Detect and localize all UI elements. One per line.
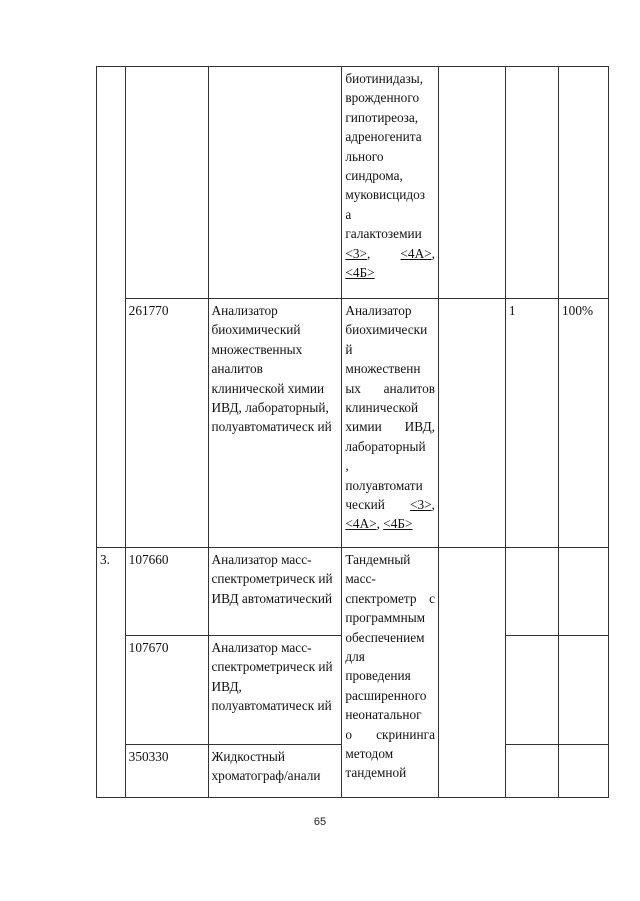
reference-link[interactable]: <4Б> <box>345 265 375 281</box>
cell-code: 107660 <box>125 548 208 636</box>
cell-code: 261770 <box>125 299 208 548</box>
cell-pct <box>559 745 609 798</box>
reference-link[interactable]: <3> <box>345 245 367 261</box>
desc-line: врожденного <box>345 90 420 106</box>
ref-separator: , <box>431 245 435 261</box>
desc-line: адреногенита <box>345 129 422 145</box>
cell-name: Анализатор масс-спектрометрическ ий ИВД, полуавтоматическ ий <box>208 636 342 745</box>
desc-line: обеспечением <box>345 629 425 645</box>
cell-qty: 1 <box>505 299 558 548</box>
desc-line: Тандемный <box>345 552 411 567</box>
desc-line: для <box>345 649 365 665</box>
desc-line: а <box>345 206 352 222</box>
desc-line: методом <box>345 746 394 762</box>
desc-line: муковисцидоз <box>345 187 426 203</box>
desc-line: биохимически <box>345 322 428 338</box>
desc-line: гипотиреоза, <box>345 109 419 125</box>
desc-line: ых аналитов <box>345 380 435 396</box>
cell-pct <box>559 67 609 299</box>
desc-line: программным <box>345 610 426 626</box>
reference-link[interactable]: <4А> <box>345 516 377 532</box>
desc-line: химии ИВД, <box>345 419 435 435</box>
desc-line: полуавтомати <box>345 477 423 493</box>
cell-code: 107670 <box>125 636 208 745</box>
cell-extra <box>439 67 506 299</box>
page-number: 65 <box>313 816 327 828</box>
cell-qty <box>505 67 558 299</box>
reference-link[interactable]: <4А> <box>400 245 432 261</box>
desc-line: галактоземии <box>345 226 422 242</box>
cell-extra <box>439 548 506 798</box>
cell-extra <box>439 299 506 548</box>
desc-line: лабораторный <box>345 438 426 454</box>
desc-line: , <box>345 458 349 474</box>
desc-line: масс- <box>345 571 376 587</box>
table-row <box>97 548 609 636</box>
desc-line: проведения <box>345 668 411 684</box>
reference-line <box>345 244 435 263</box>
cell-code: 350330 <box>125 745 208 798</box>
desc-line: синдрома, <box>345 168 403 184</box>
cell-qty <box>505 745 558 798</box>
reference-link[interactable]: <4Б> <box>383 516 413 532</box>
ref-separator: , <box>367 245 371 261</box>
cell-num: 3. <box>97 548 126 798</box>
cell-qty <box>505 548 558 636</box>
reference-line: <4А>, <4Б> <box>345 516 413 532</box>
desc-line: й <box>345 341 353 357</box>
cell-description <box>342 67 439 299</box>
cell-name: Жидкостный хроматограф/анали <box>208 745 342 798</box>
table-row <box>97 299 609 548</box>
cell-name <box>208 67 342 299</box>
desc-line: льного <box>345 148 384 164</box>
desc-line: спектрометр с <box>345 590 435 606</box>
desc-line: биотинидазы, <box>345 71 424 86</box>
desc-line: расширенного <box>345 687 427 703</box>
reference-line: ческий <3>, <box>345 497 435 513</box>
reference-line <box>345 263 435 282</box>
cell-name: Анализатор биохимический множественных аналитов клинической химии ИВД, лабораторный, полуавтоматическ ий <box>208 299 342 548</box>
desc-line: тандемной <box>345 765 407 781</box>
cell-pct: 100% <box>559 299 609 548</box>
reference-link[interactable]: <3> <box>410 497 432 513</box>
cell-name: Анализатор масс-спектрометрическ ий ИВД автоматический <box>208 548 342 636</box>
cell-qty <box>505 636 558 745</box>
cell-num <box>97 299 126 548</box>
desc-line: неонатальног <box>345 707 422 723</box>
cell-description <box>342 548 439 798</box>
desc-line: клинической <box>345 400 419 416</box>
desc-line: ческий <box>345 497 385 513</box>
desc-line: Анализатор <box>345 303 412 318</box>
cell-pct <box>559 636 609 745</box>
cell-code <box>125 67 208 299</box>
desc-line: о скрининга <box>345 726 435 742</box>
cell-pct <box>559 548 609 636</box>
cell-num <box>97 67 126 299</box>
equipment-table <box>96 66 609 798</box>
table-row-continuation <box>97 67 609 299</box>
desc-line: множественн <box>345 361 421 377</box>
cell-description <box>342 299 439 548</box>
